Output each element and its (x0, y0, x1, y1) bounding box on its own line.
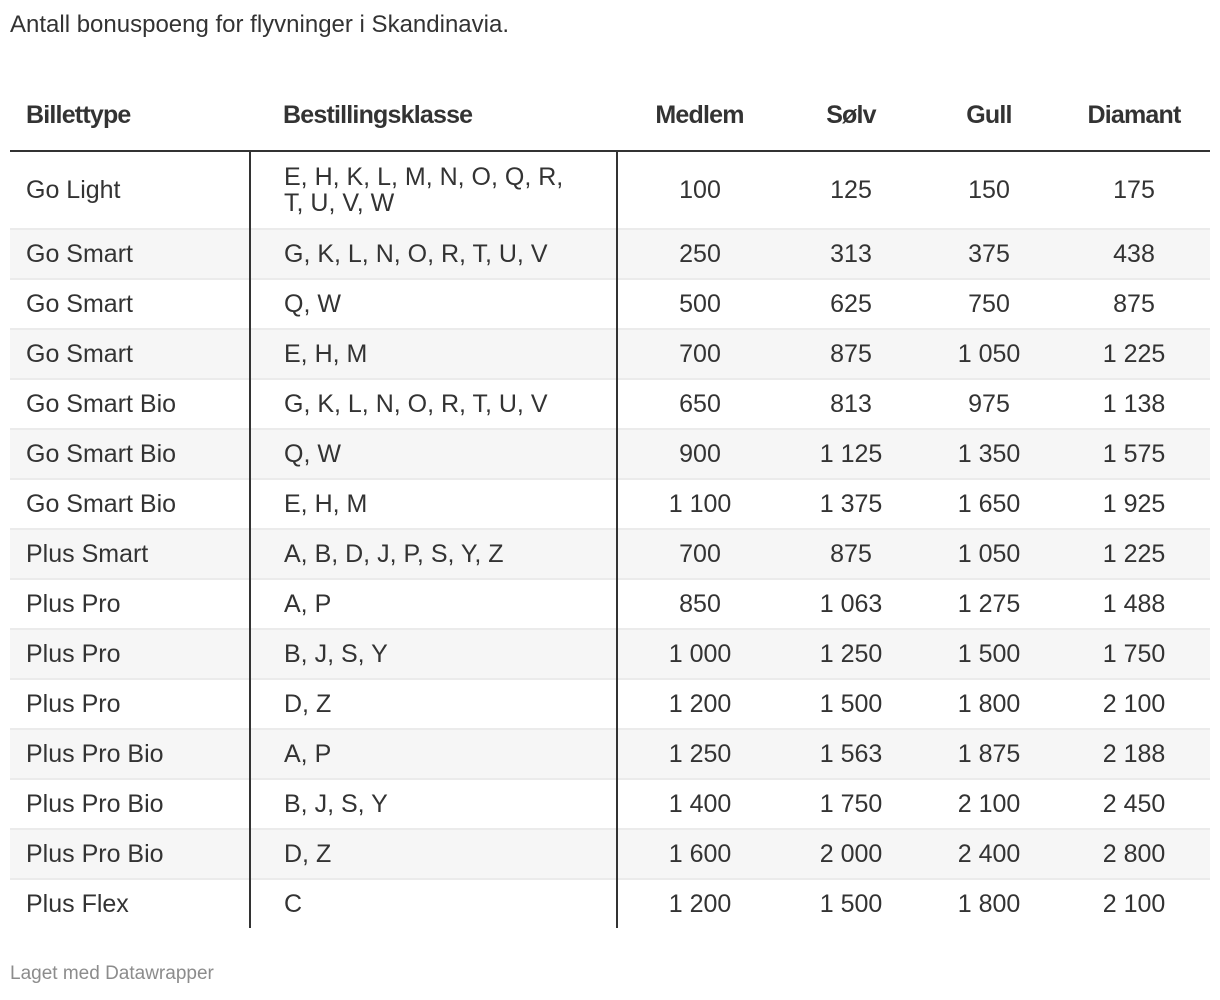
cell-solv: 813 (782, 379, 920, 429)
cell-solv: 1 500 (782, 879, 920, 928)
cell-diamant: 1 225 (1058, 329, 1210, 379)
cell-medlem: 1 250 (617, 729, 782, 779)
cell-bestillingsklasse: Q, W (250, 279, 617, 329)
cell-gull: 375 (920, 229, 1058, 279)
cell-solv: 1 125 (782, 429, 920, 479)
cell-gull: 1 500 (920, 629, 1058, 679)
cell-diamant: 2 100 (1058, 879, 1210, 928)
cell-solv: 875 (782, 329, 920, 379)
cell-diamant: 1 750 (1058, 629, 1210, 679)
cell-medlem: 900 (617, 429, 782, 479)
cell-bestillingsklasse: G, K, L, N, O, R, T, U, V (250, 229, 617, 279)
table-title: Antall bonuspoeng for flyvninger i Skandinavia. (10, 11, 509, 38)
cell-diamant: 1 925 (1058, 479, 1210, 529)
cell-bestillingsklasse: D, Z (250, 829, 617, 879)
cell-billettype: Go Smart Bio (10, 379, 250, 429)
cell-solv: 1 375 (782, 479, 920, 529)
table-row (10, 679, 1210, 729)
cell-diamant: 1 575 (1058, 429, 1210, 479)
cell-billettype: Go Smart (10, 229, 250, 279)
column-header-medlem: Medlem (617, 80, 782, 151)
cell-solv: 1 063 (782, 579, 920, 629)
table-row (10, 579, 1210, 629)
cell-gull: 1 650 (920, 479, 1058, 529)
cell-diamant: 1 488 (1058, 579, 1210, 629)
cell-diamant: 2 450 (1058, 779, 1210, 829)
cell-bestillingsklasse: B, J, S, Y (250, 629, 617, 679)
cell-billettype: Plus Pro (10, 579, 250, 629)
cell-billettype: Plus Pro (10, 679, 250, 729)
column-header-gull: Gull (920, 80, 1058, 151)
cell-solv: 1 250 (782, 629, 920, 679)
cell-solv: 313 (782, 229, 920, 279)
cell-medlem: 1 200 (617, 679, 782, 729)
cell-bestillingsklasse: C (250, 879, 617, 928)
table-row (10, 429, 1210, 479)
cell-medlem: 250 (617, 229, 782, 279)
cell-bestillingsklasse: D, Z (250, 679, 617, 729)
cell-diamant: 1 225 (1058, 529, 1210, 579)
cell-solv: 1 563 (782, 729, 920, 779)
cell-medlem: 1 600 (617, 829, 782, 879)
bonus-points-table (10, 80, 1210, 928)
column-header-solv: Sølv (782, 80, 920, 151)
cell-gull: 1 800 (920, 879, 1058, 928)
table-row (10, 629, 1210, 679)
cell-gull: 1 875 (920, 729, 1058, 779)
cell-medlem: 700 (617, 529, 782, 579)
table-row (10, 151, 1210, 229)
cell-billettype: Go Light (10, 151, 250, 229)
cell-medlem: 500 (617, 279, 782, 329)
cell-bestillingsklasse: A, B, D, J, P, S, Y, Z (250, 529, 617, 579)
cell-medlem: 1 100 (617, 479, 782, 529)
cell-billettype: Plus Pro Bio (10, 729, 250, 779)
cell-solv: 1 500 (782, 679, 920, 729)
cell-billettype: Plus Smart (10, 529, 250, 579)
table-row (10, 229, 1210, 279)
cell-gull: 1 050 (920, 329, 1058, 379)
cell-billettype: Plus Flex (10, 879, 250, 928)
cell-billettype: Plus Pro (10, 629, 250, 679)
cell-gull: 2 400 (920, 829, 1058, 879)
table-row (10, 329, 1210, 379)
cell-bestillingsklasse: E, H, K, L, M, N, O, Q, R, T, U, V, W (250, 151, 617, 229)
cell-bestillingsklasse: Q, W (250, 429, 617, 479)
cell-bestillingsklasse: A, P (250, 729, 617, 779)
column-header-bestillingsklasse: Bestillingsklasse (250, 80, 617, 151)
cell-billettype: Go Smart Bio (10, 429, 250, 479)
cell-gull: 750 (920, 279, 1058, 329)
cell-billettype: Go Smart Bio (10, 479, 250, 529)
cell-diamant: 1 138 (1058, 379, 1210, 429)
cell-gull: 1 275 (920, 579, 1058, 629)
cell-medlem: 700 (617, 329, 782, 379)
cell-gull: 150 (968, 176, 1010, 204)
table-row (10, 529, 1210, 579)
cell-diamant: 2 188 (1058, 729, 1210, 779)
cell-solv: 1 750 (782, 779, 920, 829)
cell-medlem: 1 000 (617, 629, 782, 679)
cell-billettype: Plus Pro Bio (10, 829, 250, 879)
cell-solv: 125 (830, 176, 872, 204)
column-header-diamant: Diamant (1058, 80, 1210, 151)
table-row (10, 829, 1210, 879)
cell-bestillingsklasse: B, J, S, Y (250, 779, 617, 829)
cell-medlem: 650 (617, 379, 782, 429)
cell-gull: 1 800 (920, 679, 1058, 729)
cell-diamant: 2 100 (1058, 679, 1210, 729)
cell-solv: 875 (782, 529, 920, 579)
cell-bestillingsklasse: E, H, M (250, 329, 617, 379)
cell-diamant: 175 (1113, 176, 1155, 204)
cell-solv: 2 000 (782, 829, 920, 879)
cell-gull: 2 100 (920, 779, 1058, 829)
cell-bestillingsklasse: E, H, M (250, 479, 617, 529)
table-row (10, 779, 1210, 829)
cell-medlem: 1 200 (617, 879, 782, 928)
cell-billettype: Plus Pro Bio (10, 779, 250, 829)
cell-bestillingsklasse: G, K, L, N, O, R, T, U, V (250, 379, 617, 429)
cell-diamant: 2 800 (1058, 829, 1210, 879)
footer-credit: Laget med Datawrapper (10, 963, 214, 984)
cell-gull: 975 (920, 379, 1058, 429)
cell-bestillingsklasse: A, P (250, 579, 617, 629)
table-row (10, 279, 1210, 329)
table-row (10, 879, 1210, 928)
header-row (10, 80, 1210, 151)
table-row (10, 479, 1210, 529)
cell-diamant: 438 (1058, 229, 1210, 279)
column-header-billettype: Billettype (10, 80, 250, 151)
cell-solv: 625 (782, 279, 920, 329)
table-row (10, 379, 1210, 429)
cell-gull: 1 350 (920, 429, 1058, 479)
cell-billettype: Go Smart (10, 279, 250, 329)
cell-medlem: 1 400 (617, 779, 782, 829)
cell-billettype: Go Smart (10, 329, 250, 379)
table-row (10, 729, 1210, 779)
cell-gull: 1 050 (920, 529, 1058, 579)
cell-medlem: 850 (617, 579, 782, 629)
cell-medlem: 100 (679, 176, 721, 204)
cell-diamant: 875 (1058, 279, 1210, 329)
